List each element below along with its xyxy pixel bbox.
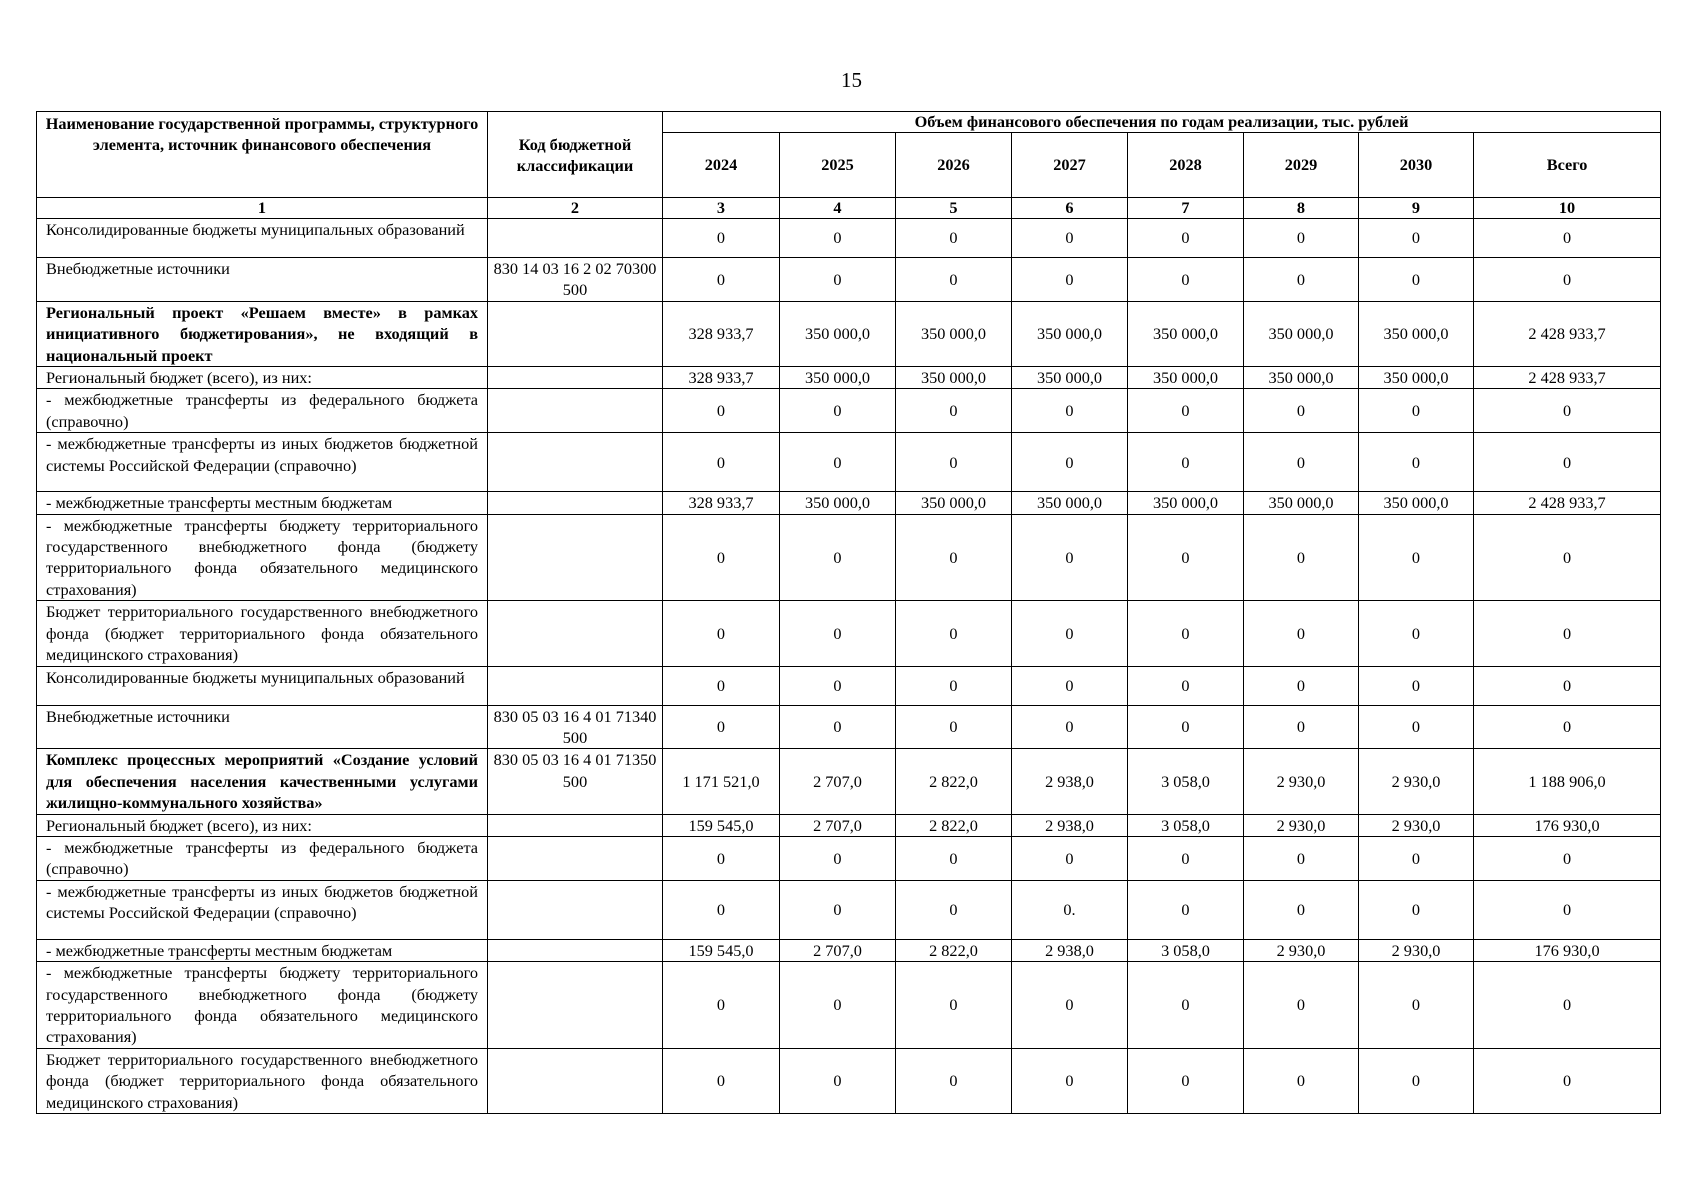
column-number: 6: [1012, 198, 1128, 219]
row-total-value: 2 428 933,7: [1474, 492, 1661, 514]
row-year-value: 0: [663, 433, 780, 492]
row-year-value: 0: [1359, 258, 1474, 302]
row-year-value: 350 000,0: [896, 492, 1012, 514]
header-year: 2026: [896, 133, 1012, 198]
row-year-value: 0: [1128, 1048, 1244, 1113]
row-code: [488, 939, 663, 961]
row-total-value: 0: [1474, 705, 1661, 749]
row-name: - межбюджетные трансферты местным бюджетам: [37, 939, 488, 961]
row-year-value: 0: [896, 601, 1012, 666]
row-year-value: 0: [780, 514, 896, 601]
row-year-value: 2 822,0: [896, 814, 1012, 836]
row-year-value: 350 000,0: [1012, 492, 1128, 514]
row-year-value: 0: [896, 1048, 1012, 1113]
row-year-value: 350 000,0: [1128, 301, 1244, 366]
row-code: [488, 962, 663, 1049]
row-year-value: 3 058,0: [1128, 814, 1244, 836]
row-year-value: 2 938,0: [1012, 939, 1128, 961]
column-number: 3: [663, 198, 780, 219]
header-code: Код бюджетной классификации: [488, 112, 663, 198]
row-year-value: 0: [663, 1048, 780, 1113]
row-code: [488, 836, 663, 880]
row-name: Региональный бюджет (всего), из них:: [37, 814, 488, 836]
row-year-value: 350 000,0: [1244, 492, 1359, 514]
row-year-value: 0: [663, 258, 780, 302]
row-total-value: 0: [1474, 1048, 1661, 1113]
row-year-value: 0: [1359, 219, 1474, 258]
row-year-value: 350 000,0: [896, 301, 1012, 366]
column-number: 4: [780, 198, 896, 219]
row-total-value: 176 930,0: [1474, 814, 1661, 836]
row-year-value: 2 938,0: [1012, 749, 1128, 814]
row-year-value: 0: [663, 389, 780, 433]
row-code: [488, 666, 663, 705]
row-year-value: 350 000,0: [780, 301, 896, 366]
row-year-value: 2 707,0: [780, 749, 896, 814]
row-year-value: 0: [1359, 962, 1474, 1049]
row-year-value: 0: [1244, 433, 1359, 492]
row-year-value: 0: [1128, 219, 1244, 258]
row-year-value: 0: [1244, 880, 1359, 939]
row-year-value: 328 933,7: [663, 301, 780, 366]
row-year-value: 0: [1012, 258, 1128, 302]
row-year-value: 350 000,0: [1244, 367, 1359, 389]
row-total-value: 1 188 906,0: [1474, 749, 1661, 814]
column-number: 7: [1128, 198, 1244, 219]
row-code: [488, 301, 663, 366]
row-year-value: 0: [1012, 219, 1128, 258]
row-year-value: 0: [663, 962, 780, 1049]
row-year-value: 350 000,0: [1244, 301, 1359, 366]
column-number: 9: [1359, 198, 1474, 219]
row-year-value: 0: [780, 666, 896, 705]
row-name: - межбюджетные трансферты из федерального бюджета (справочно): [37, 389, 488, 433]
row-year-value: 0: [1012, 433, 1128, 492]
row-year-value: 0: [1128, 601, 1244, 666]
row-year-value: 0: [896, 705, 1012, 749]
row-name: Бюджет территориального государственного внебюджетного фонда (бюджет территориального фонда обязательного медицинского страхования): [37, 601, 488, 666]
row-total-value: 0: [1474, 258, 1661, 302]
row-year-value: 0: [1012, 962, 1128, 1049]
row-year-value: 350 000,0: [1359, 301, 1474, 366]
row-name: Консолидированные бюджеты муниципальных образований: [37, 219, 488, 258]
row-code: [488, 880, 663, 939]
row-year-value: 0.: [1012, 880, 1128, 939]
row-year-value: 350 000,0: [1359, 367, 1474, 389]
row-year-value: 0: [663, 601, 780, 666]
row-year-value: 0: [780, 880, 896, 939]
row-year-value: 0: [1244, 1048, 1359, 1113]
row-year-value: 1 171 521,0: [663, 749, 780, 814]
row-year-value: 0: [780, 962, 896, 1049]
row-year-value: 0: [1244, 962, 1359, 1049]
column-number: 2: [488, 198, 663, 219]
row-year-value: 350 000,0: [780, 367, 896, 389]
row-year-value: 0: [1012, 1048, 1128, 1113]
page-number: 15: [841, 68, 862, 92]
row-total-value: 2 428 933,7: [1474, 367, 1661, 389]
row-year-value: 0: [1244, 705, 1359, 749]
table-row: [37, 433, 1661, 492]
row-name: - межбюджетные трансферты из федерального бюджета (справочно): [37, 836, 488, 880]
table-row: [37, 258, 1661, 302]
row-year-value: 0: [1128, 836, 1244, 880]
column-number: 8: [1244, 198, 1359, 219]
row-year-value: 0: [1244, 836, 1359, 880]
row-year-value: 0: [896, 258, 1012, 302]
table-row: [37, 666, 1661, 705]
row-year-value: 0: [1359, 880, 1474, 939]
row-year-value: 0: [780, 836, 896, 880]
row-code: [488, 814, 663, 836]
row-total-value: 0: [1474, 601, 1661, 666]
row-year-value: 0: [1128, 389, 1244, 433]
table-row: [37, 880, 1661, 939]
table-row: [37, 1048, 1661, 1113]
row-year-value: 0: [896, 219, 1012, 258]
header-year: 2028: [1128, 133, 1244, 198]
row-year-value: 328 933,7: [663, 367, 780, 389]
row-total-value: 0: [1474, 962, 1661, 1049]
row-year-value: 0: [1012, 666, 1128, 705]
row-year-value: 0: [1359, 514, 1474, 601]
row-name: - межбюджетные трансферты бюджету территориального государственного внебюджетного фонда (бюджету территориального фонда обязательного медицинского страхования): [37, 514, 488, 601]
row-year-value: 0: [663, 514, 780, 601]
header-year: 2024: [663, 133, 780, 198]
table-row: [37, 601, 1661, 666]
row-year-value: 2 930,0: [1244, 939, 1359, 961]
row-name: Внебюджетные источники: [37, 705, 488, 749]
row-name: Региональный проект «Решаем вместе» в рамках инициативного бюджетирования», не входящий в национальный проект: [37, 301, 488, 366]
row-name: Внебюджетные источники: [37, 258, 488, 302]
row-year-value: 0: [780, 258, 896, 302]
row-year-value: 2 822,0: [896, 749, 1012, 814]
row-year-value: 0: [663, 705, 780, 749]
row-name: Региональный бюджет (всего), из них:: [37, 367, 488, 389]
header-year: 2027: [1012, 133, 1128, 198]
row-year-value: 350 000,0: [1128, 367, 1244, 389]
row-code: [488, 1048, 663, 1113]
row-year-value: 3 058,0: [1128, 939, 1244, 961]
row-total-value: 0: [1474, 433, 1661, 492]
row-year-value: 0: [896, 389, 1012, 433]
row-year-value: 0: [896, 514, 1012, 601]
row-year-value: 350 000,0: [1128, 492, 1244, 514]
row-year-value: 0: [1012, 601, 1128, 666]
table-row: [37, 814, 1661, 836]
row-year-value: 2 930,0: [1359, 749, 1474, 814]
row-year-value: 0: [1128, 705, 1244, 749]
row-year-value: 2 822,0: [896, 939, 1012, 961]
row-year-value: 0: [663, 219, 780, 258]
row-year-value: 0: [1244, 666, 1359, 705]
table-row: [37, 705, 1661, 749]
row-year-value: 0: [780, 601, 896, 666]
table-row: [37, 749, 1661, 814]
row-year-value: 0: [780, 1048, 896, 1113]
row-year-value: 3 058,0: [1128, 749, 1244, 814]
row-year-value: 159 545,0: [663, 939, 780, 961]
row-year-value: 0: [896, 880, 1012, 939]
row-year-value: 0: [1012, 389, 1128, 433]
row-year-value: 0: [1128, 258, 1244, 302]
row-code: 830 05 03 16 4 01 71340 500: [488, 705, 663, 749]
row-total-value: 0: [1474, 666, 1661, 705]
row-year-value: 0: [1244, 219, 1359, 258]
table-row: [37, 389, 1661, 433]
row-year-value: 350 000,0: [1012, 367, 1128, 389]
header-years-span: Объем финансового обеспечения по годам реализации, тыс. рублей: [663, 112, 1661, 133]
row-year-value: 0: [1359, 601, 1474, 666]
row-year-value: 0: [663, 880, 780, 939]
row-year-value: 0: [896, 433, 1012, 492]
row-year-value: 0: [663, 666, 780, 705]
row-name: - межбюджетные трансферты из иных бюджетов бюджетной системы Российской Федерации (справочно): [37, 433, 488, 492]
row-year-value: 0: [663, 836, 780, 880]
header-year: 2029: [1244, 133, 1359, 198]
row-year-value: 0: [1244, 389, 1359, 433]
row-year-value: 0: [780, 705, 896, 749]
row-year-value: 0: [1359, 389, 1474, 433]
row-year-value: 0: [1128, 666, 1244, 705]
row-year-value: 0: [1244, 601, 1359, 666]
row-code: [488, 601, 663, 666]
row-year-value: 0: [780, 389, 896, 433]
table-row: [37, 836, 1661, 880]
row-year-value: 2 930,0: [1244, 749, 1359, 814]
row-year-value: 350 000,0: [896, 367, 1012, 389]
column-number: 10: [1474, 198, 1661, 219]
row-year-value: 0: [1128, 962, 1244, 1049]
row-total-value: 0: [1474, 880, 1661, 939]
row-year-value: 0: [896, 666, 1012, 705]
column-number: 5: [896, 198, 1012, 219]
table-row: [37, 962, 1661, 1049]
row-year-value: 0: [1128, 433, 1244, 492]
table-row: [37, 367, 1661, 389]
row-year-value: 0: [1012, 836, 1128, 880]
row-total-value: 0: [1474, 219, 1661, 258]
row-code: 830 14 03 16 2 02 70300 500: [488, 258, 663, 302]
row-year-value: 0: [780, 219, 896, 258]
row-year-value: 2 938,0: [1012, 814, 1128, 836]
row-year-value: 0: [1359, 836, 1474, 880]
row-year-value: 350 000,0: [780, 492, 896, 514]
row-year-value: 2 930,0: [1244, 814, 1359, 836]
financing-table: [36, 111, 1661, 1114]
row-code: [488, 367, 663, 389]
row-name: - межбюджетные трансферты местным бюджетам: [37, 492, 488, 514]
row-year-value: 2 930,0: [1359, 814, 1474, 836]
row-year-value: 2 707,0: [780, 939, 896, 961]
row-name: Консолидированные бюджеты муниципальных образований: [37, 666, 488, 705]
row-total-value: 0: [1474, 389, 1661, 433]
table-row: [37, 219, 1661, 258]
row-code: [488, 492, 663, 514]
row-code: 830 05 03 16 4 01 71350 500: [488, 749, 663, 814]
row-year-value: 328 933,7: [663, 492, 780, 514]
row-year-value: 0: [896, 962, 1012, 1049]
row-name: - межбюджетные трансферты бюджету территориального государственного внебюджетного фонда (бюджету территориального фонда обязательного медицинского страхования): [37, 962, 488, 1049]
row-code: [488, 389, 663, 433]
row-year-value: 0: [1012, 514, 1128, 601]
row-year-value: 350 000,0: [1012, 301, 1128, 366]
row-year-value: 0: [1244, 514, 1359, 601]
row-total-value: 0: [1474, 836, 1661, 880]
table-row: [37, 514, 1661, 601]
row-name: Комплекс процессных мероприятий «Создание условий для обеспечения населения качественными услугами жилищно-коммунального хозяйства»: [37, 749, 488, 814]
row-year-value: 2 930,0: [1359, 939, 1474, 961]
row-year-value: 0: [1128, 514, 1244, 601]
row-year-value: 0: [1128, 880, 1244, 939]
row-name: - межбюджетные трансферты из иных бюджетов бюджетной системы Российской Федерации (справочно): [37, 880, 488, 939]
table-body: [37, 219, 1661, 1114]
header-year: 2025: [780, 133, 896, 198]
table-row: [37, 492, 1661, 514]
table-row: [37, 301, 1661, 366]
row-year-value: 0: [780, 433, 896, 492]
row-code: [488, 433, 663, 492]
row-total-value: 176 930,0: [1474, 939, 1661, 961]
column-number: 1: [37, 198, 488, 219]
row-year-value: 350 000,0: [1359, 492, 1474, 514]
header-total: Всего: [1474, 133, 1661, 198]
row-year-value: 0: [896, 836, 1012, 880]
table-row: [37, 939, 1661, 961]
row-year-value: 0: [1012, 705, 1128, 749]
row-year-value: 0: [1359, 666, 1474, 705]
row-name: Бюджет территориального государственного внебюджетного фонда (бюджет территориального фонда обязательного медицинского страхования): [37, 1048, 488, 1113]
row-total-value: 0: [1474, 514, 1661, 601]
row-year-value: 0: [1359, 1048, 1474, 1113]
row-year-value: 0: [1359, 433, 1474, 492]
header-name: Наименование государственной программы, структурного элемента, источник финансового обеспечения: [37, 112, 488, 198]
row-year-value: 159 545,0: [663, 814, 780, 836]
row-total-value: 2 428 933,7: [1474, 301, 1661, 366]
row-code: [488, 219, 663, 258]
row-year-value: 0: [1244, 258, 1359, 302]
row-year-value: 0: [1359, 705, 1474, 749]
row-code: [488, 514, 663, 601]
header-year: 2030: [1359, 133, 1474, 198]
row-year-value: 2 707,0: [780, 814, 896, 836]
